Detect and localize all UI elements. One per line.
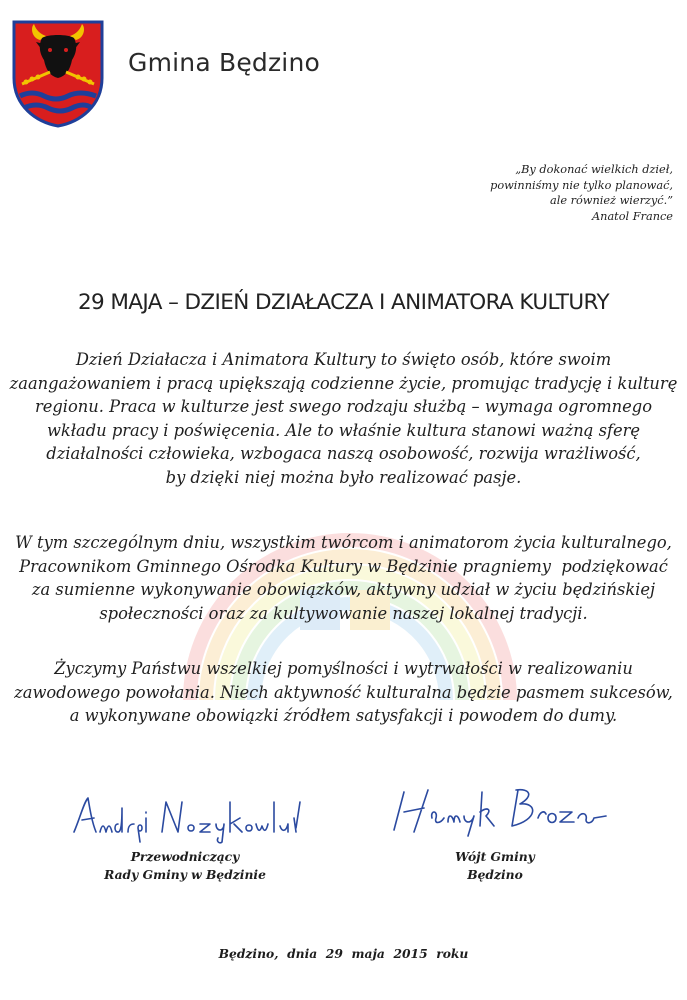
- paragraph-line: zawodowego powołania. Niech aktywność kulturalna będzie pasmem sukcesów,: [14, 682, 673, 702]
- paragraph-line: wkładu pracy i poświęcenia. Ale to właśnie kultura stanowi ważną sferę: [46, 420, 641, 440]
- document-title: 29 MAJA – DZIEŃ DZIAŁACZA I ANIMATORA KULTURY: [77, 290, 610, 315]
- signer-title-line: Będzino: [467, 867, 523, 882]
- quote-author: Anatol France: [592, 209, 673, 223]
- quote-line: powinniśmy nie tylko planować,: [490, 178, 673, 192]
- quote-line: „By dokonać wielkich dzieł,: [515, 163, 673, 176]
- paragraph-line: działalności człowieka, wzbogaca naszą osobowość, rozwija wrażliwość,: [46, 444, 641, 463]
- signer-title-line: Przewodniczący: [130, 849, 240, 864]
- paragraph-2: [0, 531, 687, 625]
- municipal-coat-of-arms-icon: [10, 18, 106, 128]
- signer-left-title: [80, 848, 290, 884]
- paragraph-line: Pracownikom Gminnego Ośrodka Kultury w Będzinie pragniemy podziękować: [19, 556, 668, 576]
- place-and-date: Będzino, dnia 29 maja 2015 roku: [218, 946, 469, 961]
- quote-line: ale również wierzyć.”: [549, 194, 673, 207]
- paragraph-line: za sumienne wykonywanie obowiązków, aktywny udział w życiu będzińskiej: [31, 580, 656, 599]
- organization-name: Gmina Będzino: [128, 48, 320, 77]
- signer-title-line: Wójt Gminy: [455, 849, 535, 864]
- paragraph-line: społeczności oraz za kultywowanie naszej lokalnej tradycji.: [99, 603, 588, 623]
- signer-title-line: Rady Gminy w Będzinie: [104, 867, 266, 882]
- paragraph-line: Dzień Działacza i Animatora Kultury to święto osób, które swoim: [75, 350, 612, 369]
- signature-left-handwriting: [70, 788, 310, 844]
- epigraph-quote: [373, 162, 673, 224]
- signer-right-title: [375, 848, 615, 884]
- paragraph-line: Życzymy Państwu wszelkiej pomyślności i wytrwałości w realizowaniu: [54, 659, 633, 678]
- signature-right-handwriting: [388, 782, 618, 838]
- paragraph-line: by dzięki niej można było realizować pasje.: [165, 467, 522, 487]
- paragraph-line: zaangażowaniem i pracą upiększają codzienne życie, promując tradycję i kulturę: [9, 373, 678, 393]
- paragraph-line: regionu. Praca w kulturze jest swego rodzaju służbą – wymaga ogromnego: [34, 397, 653, 416]
- paragraph-line: W tym szczególnym dniu, wszystkim twórcom i animatorom życia kulturalnego,: [15, 533, 672, 552]
- paragraph-3: [0, 657, 687, 728]
- paragraph-line: a wykonywane obowiązki źródłem satysfakcji i powodem do dumy.: [69, 706, 618, 725]
- paragraph-1: [0, 348, 687, 489]
